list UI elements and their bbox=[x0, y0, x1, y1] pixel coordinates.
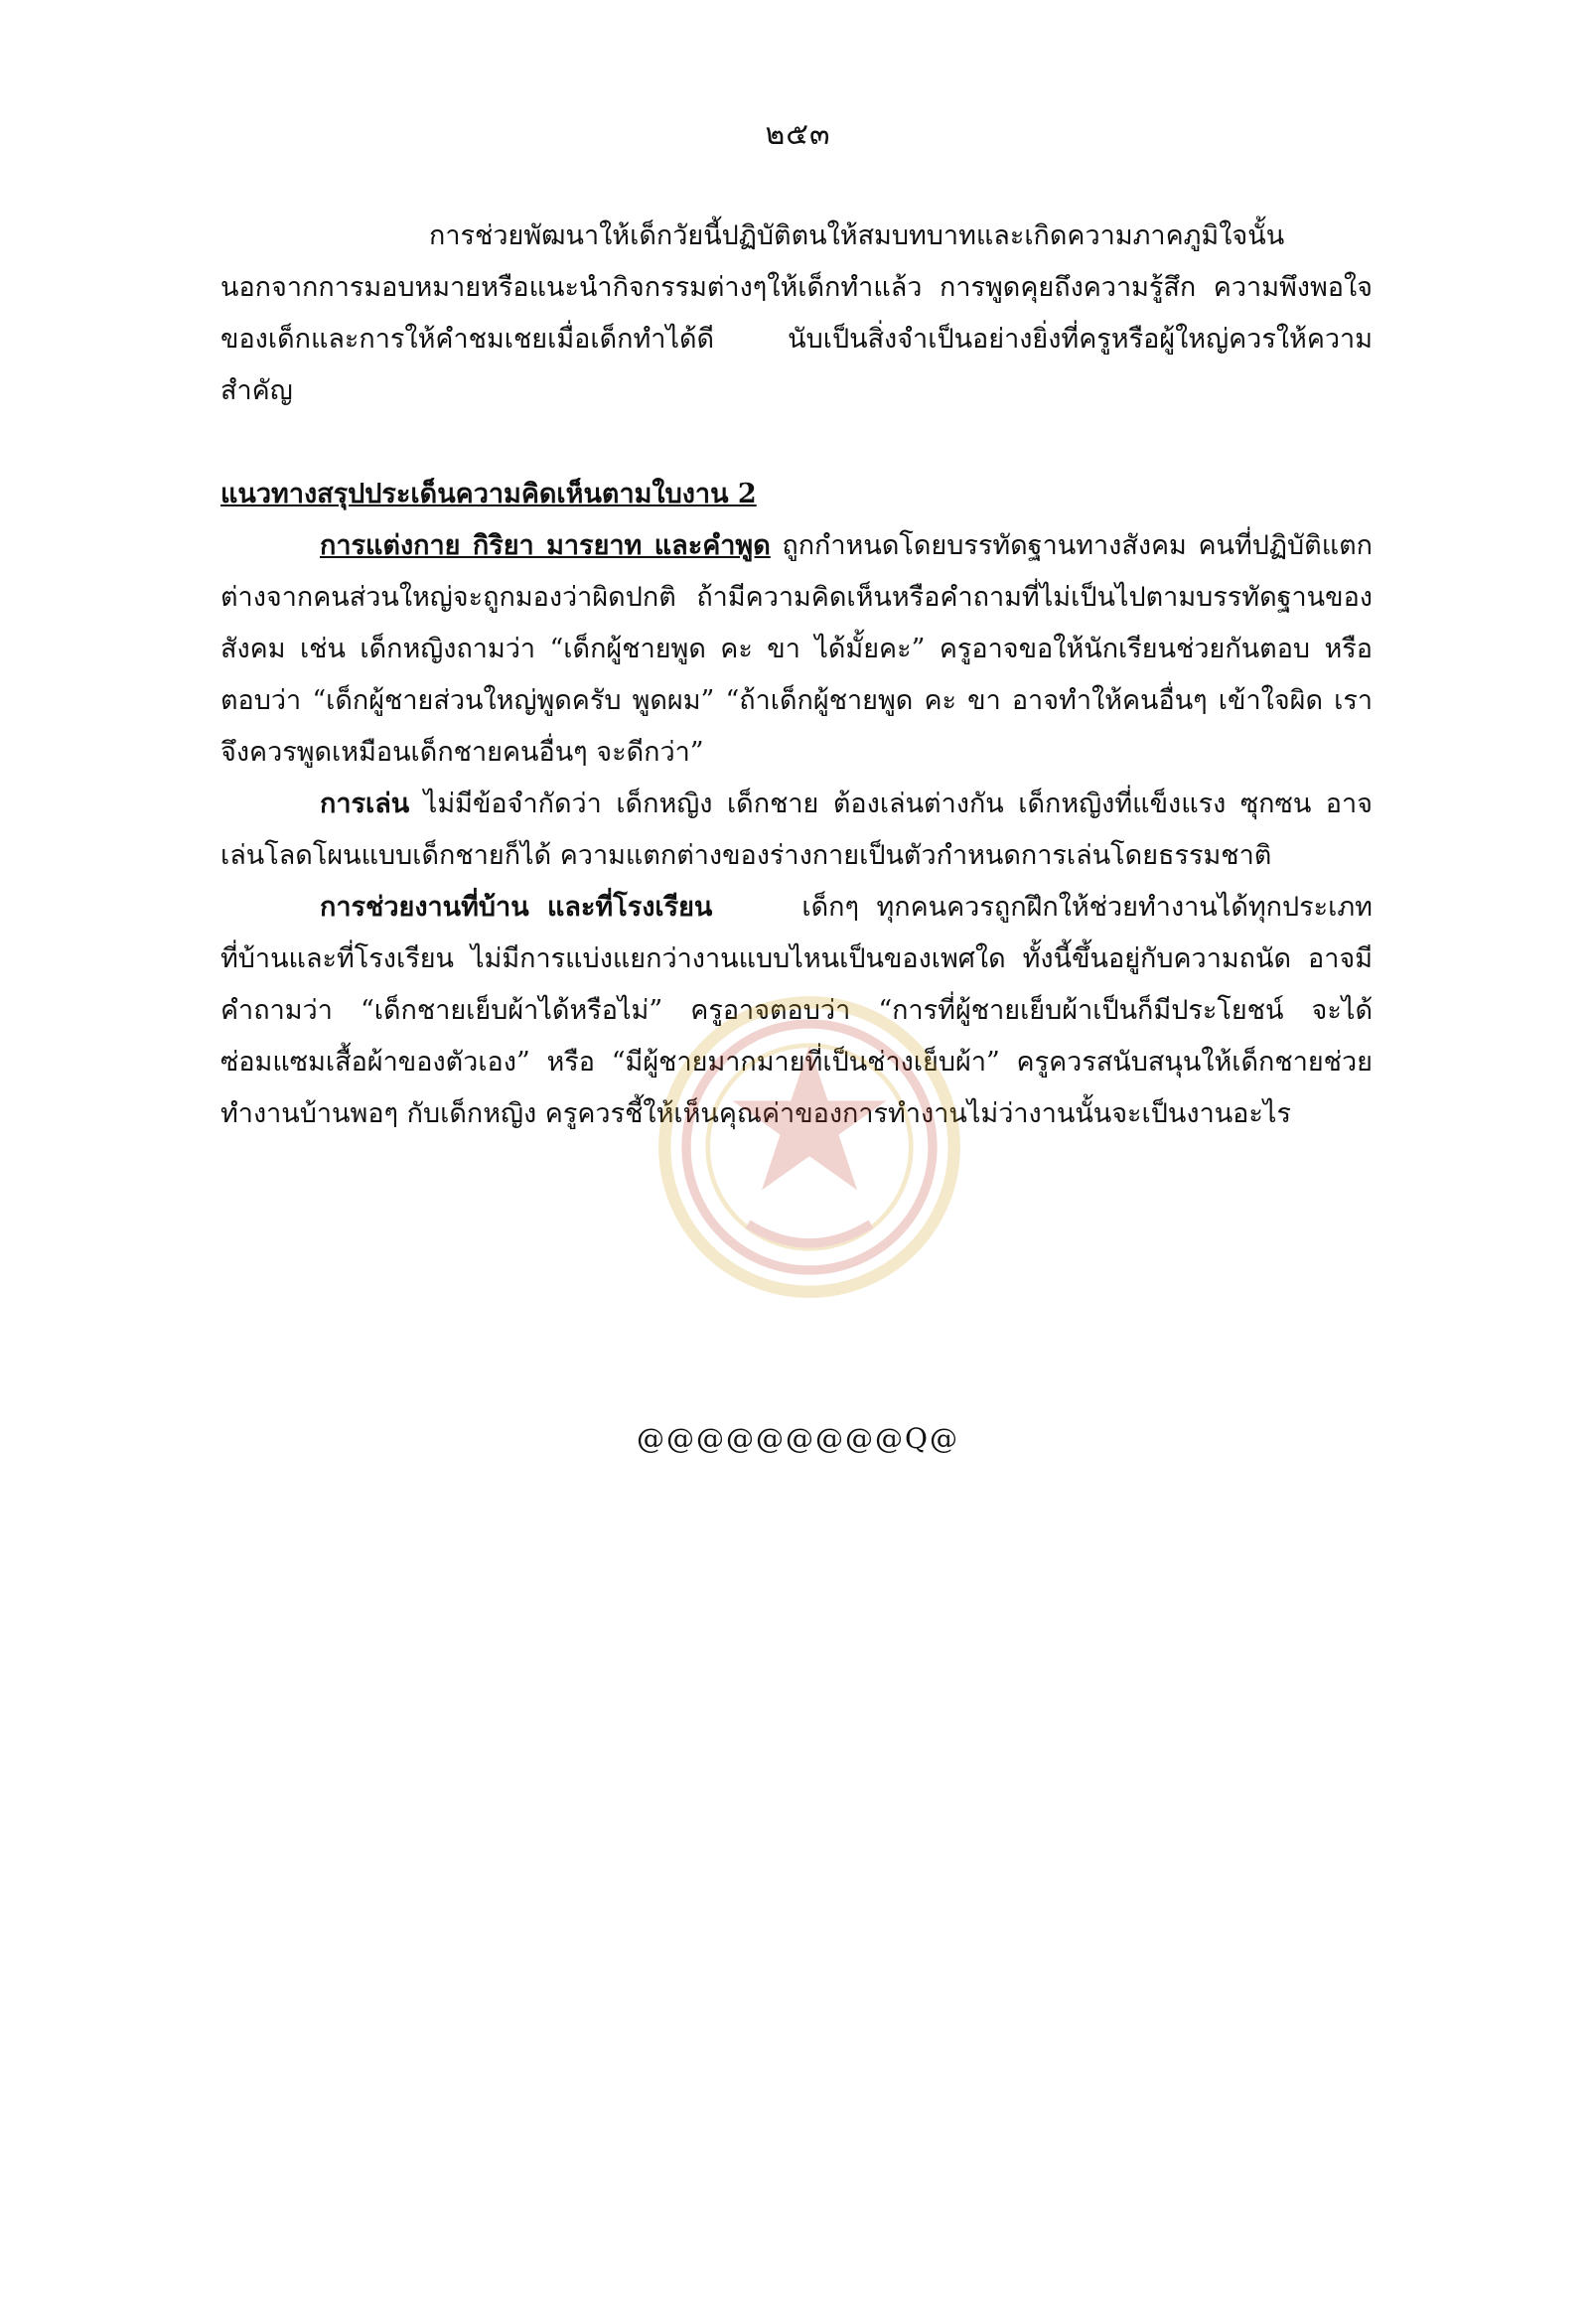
paragraph-body: ไม่มีข้อจำกัดว่า เด็กหญิง เด็กชาย ต้องเล่นต่างกัน เด็กหญิงที่แข็งแรง ซุกซน อาจเล่นโลดโผนแบบเด็กชายก็ได้ ความแตกต่างของร่างกายเป็นตัวกำหนดการเล่นโดยธรรมชาติ bbox=[220, 789, 1373, 871]
intro-paragraph: การช่วยพัฒนาให้เด็กวัยนี้ปฏิบัติตนให้สมบทบาทและเกิดความภาคภูมิใจนั้น นอกจากการมอบหมายหรือแนะนำกิจกรรมต่างๆให้เด็กทำแล้ว การพูดคุยถึงความรู้สึก ความพึงพอใจของเด็กและการให้คำชมเชยเมื่อเด็กทำได้ดี นับเป็นสิ่งจำเป็นอย่างยิ่งที่ครูหรือผู้ใหญ่ควรให้ความสำคัญ bbox=[220, 220, 1373, 406]
paragraph-body: เด็กๆ ทุกคนควรถูกฝึกให้ช่วยทำงานได้ทุกประเภทที่บ้านและที่โรงเรียน ไม่มีการแบ่งแยกว่างานแบบไหนเป็นของเพศใด ทั้งนี้ขึ้นอยู่กับความถนัด อาจมีคำถามว่า “เด็กชายเย็บผ้าได้หรือไม่” ครูอาจตอบว่า “การที่ผู้ชายเย็บผ้าเป็นก็มีประโยชน์ จะได้ซ่อมแซมเสื้อผ้าของตัวเอง” หรือ “มีผู้ชายมากมายที่เป็นช่างเย็บผ้า” ครูควรสนับสนุนให้เด็กชายช่วยทำงานบ้านพอๆ กับเด็กหญิง ครูควรชี้ให้เห็นคุณค่าของการทำงานไม่ว่างานนั้นจะเป็นงานอะไร bbox=[220, 892, 1373, 1129]
paragraph-body: ถูกกำหนดโดยบรรทัดฐานทางสังคม คนที่ปฏิบัติแตกต่างจากคนส่วนใหญ่จะถูกมองว่าผิดปกติ ถ้ามีความคิดเห็นหรือคำถามที่ไม่เป็นไปตามบรรทัดฐานของสังคม เช่น เด็กหญิงถามว่า “เด็กผู้ชายพูด คะ ขา ได้มั้ยคะ” ครูอาจขอให้นักเรียนช่วยกันตอบ หรือตอบว่า “เด็กผู้ชายส่วนใหญ่พูดครับ พูดผม” “ถ้าเด็กผู้ชายพูด คะ ขา อาจทำให้คนอื่นๆ เข้าใจผิด เราจึงควรพูดเหมือนเด็กชายคนอื่นๆ จะดีกว่า” bbox=[220, 530, 1373, 768]
page-number: ๒๕๓ bbox=[765, 117, 831, 152]
document-body bbox=[220, 211, 1373, 1140]
paragraph-chores bbox=[220, 882, 1373, 1140]
end-mark: @@@@@@@@@Q@ bbox=[637, 1422, 959, 1455]
paragraph-play bbox=[220, 779, 1373, 882]
paragraph-title: การเล่น bbox=[320, 789, 410, 819]
section-heading: แนวทางสรุปประเด็นความคิดเห็นตามใบงาน 2 bbox=[220, 479, 757, 509]
paragraph-title: การแต่งกาย กิริยา มารยาท และคำพูด bbox=[320, 530, 771, 561]
paragraph-dress-manners bbox=[220, 520, 1373, 779]
paragraph-title: การช่วยงานที่บ้าน และที่โรงเรียน bbox=[320, 892, 713, 923]
